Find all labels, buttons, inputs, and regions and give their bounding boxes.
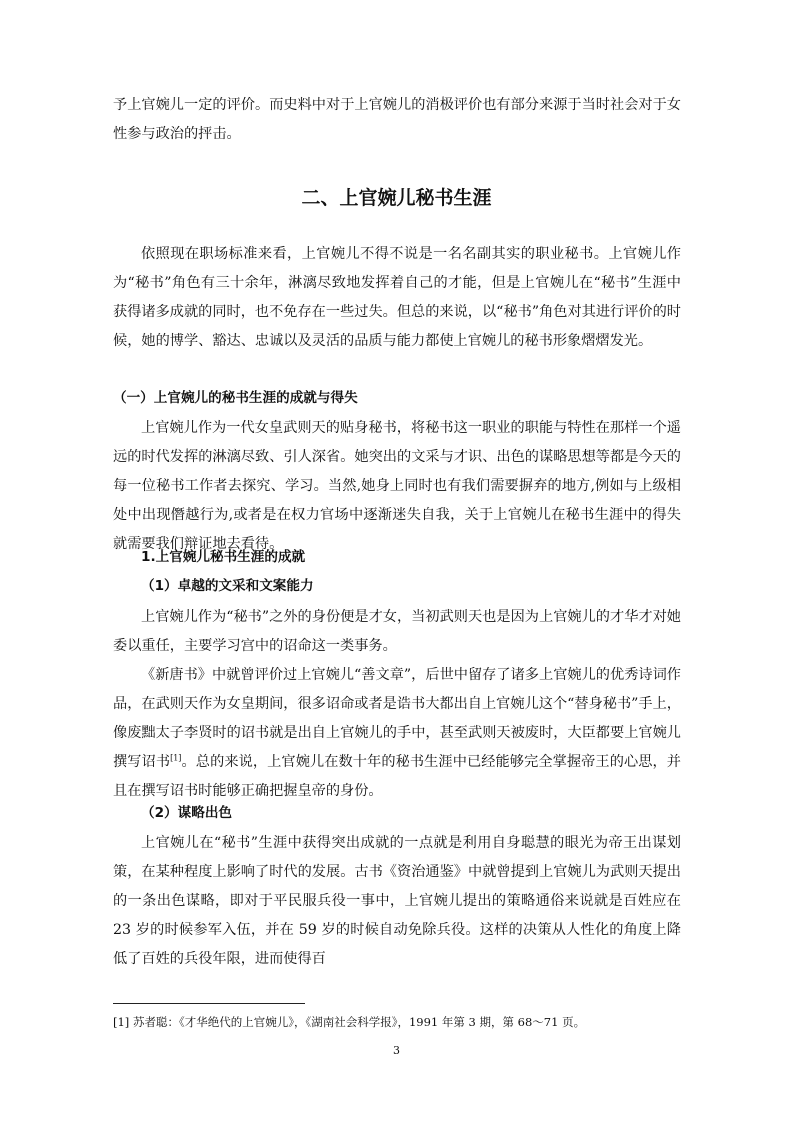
- item-1-title: （1）卓越的文采和文案能力: [141, 578, 314, 594]
- section-title: 二、上官婉儿秘书生涯: [301, 187, 492, 209]
- intro-paragraph: 依照现在职场标准来看，上官婉儿不得不说是一名名副其实的职业秘书。上官婉儿作为“秘书”角色有三十余年，淋漓尽致地发挥着自己的才能，但是上官婉儿在“秘书”生涯中获得诸多成就的同时，也不免存在一些过失。但总的来说，以“秘书”角色对其进行评价的时候，她的博学、豁达、忠诚以及灵活的品质与能力都使上官婉儿的秘书形象熠熠发光。: [113, 246, 681, 349]
- page-number: 3: [393, 1044, 400, 1057]
- citation-marker: [1]: [170, 753, 182, 763]
- footnote: [1] 苏者聪：《才华绝代的上官婉儿》，《湖南社会科学报》，1991 年第 3 期，第 68～71 页。: [113, 1015, 586, 1029]
- footnote-divider: [113, 1003, 305, 1004]
- continued-paragraph: 予上官婉儿一定的评价。而史料中对于上官婉儿的消极评价也有部分来源于当时社会对于女性参与政治的抨击。: [113, 97, 681, 142]
- item-1-paragraph-2-text-end: 。总的来说，上官婉儿在数十年的秘书生涯中已经能够完全掌握帝王的心思，并且在撰写诏书时能够正确把握皇帝的身份。: [113, 754, 681, 799]
- item-1-paragraph-2-text: 《新唐书》中就曾评价过上官婉儿“善文章”，后世中留存了诸多上官婉儿的优秀诗词作品，在武则天作为女皇期间，很多诏命或者是诰书大都出自上官婉儿这个“替身秘书”手上，像废黜太子李贤时的诏书就是出自上官婉儿的手中，甚至武则天被废时，大臣都要上官婉儿撰写诏书: [113, 667, 681, 770]
- subsection-paragraph: 上官婉儿作为一代女皇武则天的贴身秘书，将秘书这一职业的职能与特性在那样一个遥远的时代发挥的淋漓尽致、引人深省。她突出的文采与才识、出色的谋略思想等都是今天的每一位秘书工作者去探究、学习。当然,她身上同时也有我们需要摒弃的地方,例如与上级相处中出现僭越行为,或者是在权力官场中逐渐迷失自我，关于上官婉儿在秘书生涯中的得失就需要我们辩证地去看待。: [113, 420, 681, 552]
- subsection-title: （一）上官婉儿的秘书生涯的成就与得失: [113, 390, 358, 406]
- point-1-title: 1.上官婉儿秘书生涯的成就: [141, 549, 306, 565]
- item-1-paragraph-2: [113, 661, 681, 806]
- item-1-paragraph-1: 上官婉儿作为“秘书”之外的身份便是才女，当初武则天也是因为上官婉儿的才华才对她委以重任，主要学习宫中的诏命这一类事务。: [113, 609, 681, 654]
- item-2-paragraph: 上官婉儿在“秘书”生涯中获得突出成就的一点就是利用自身聪慧的眼光为帝王出谋划策，在某种程度上影响了时代的发展。古书《资治通鉴》中就曾提到上官婉儿为武则天提出的一条出色谋略，即对于平民服兵役一事中，上官婉儿提出的策略通俗来说就是百姓应在 23 岁的时候参军入伍，并在 59 岁的时候自动免除兵役。这样的决策从人性化的角度上降低了百姓的兵役年限，进而使得百: [113, 835, 681, 967]
- item-2-title: （2）谋略出色: [141, 805, 233, 821]
